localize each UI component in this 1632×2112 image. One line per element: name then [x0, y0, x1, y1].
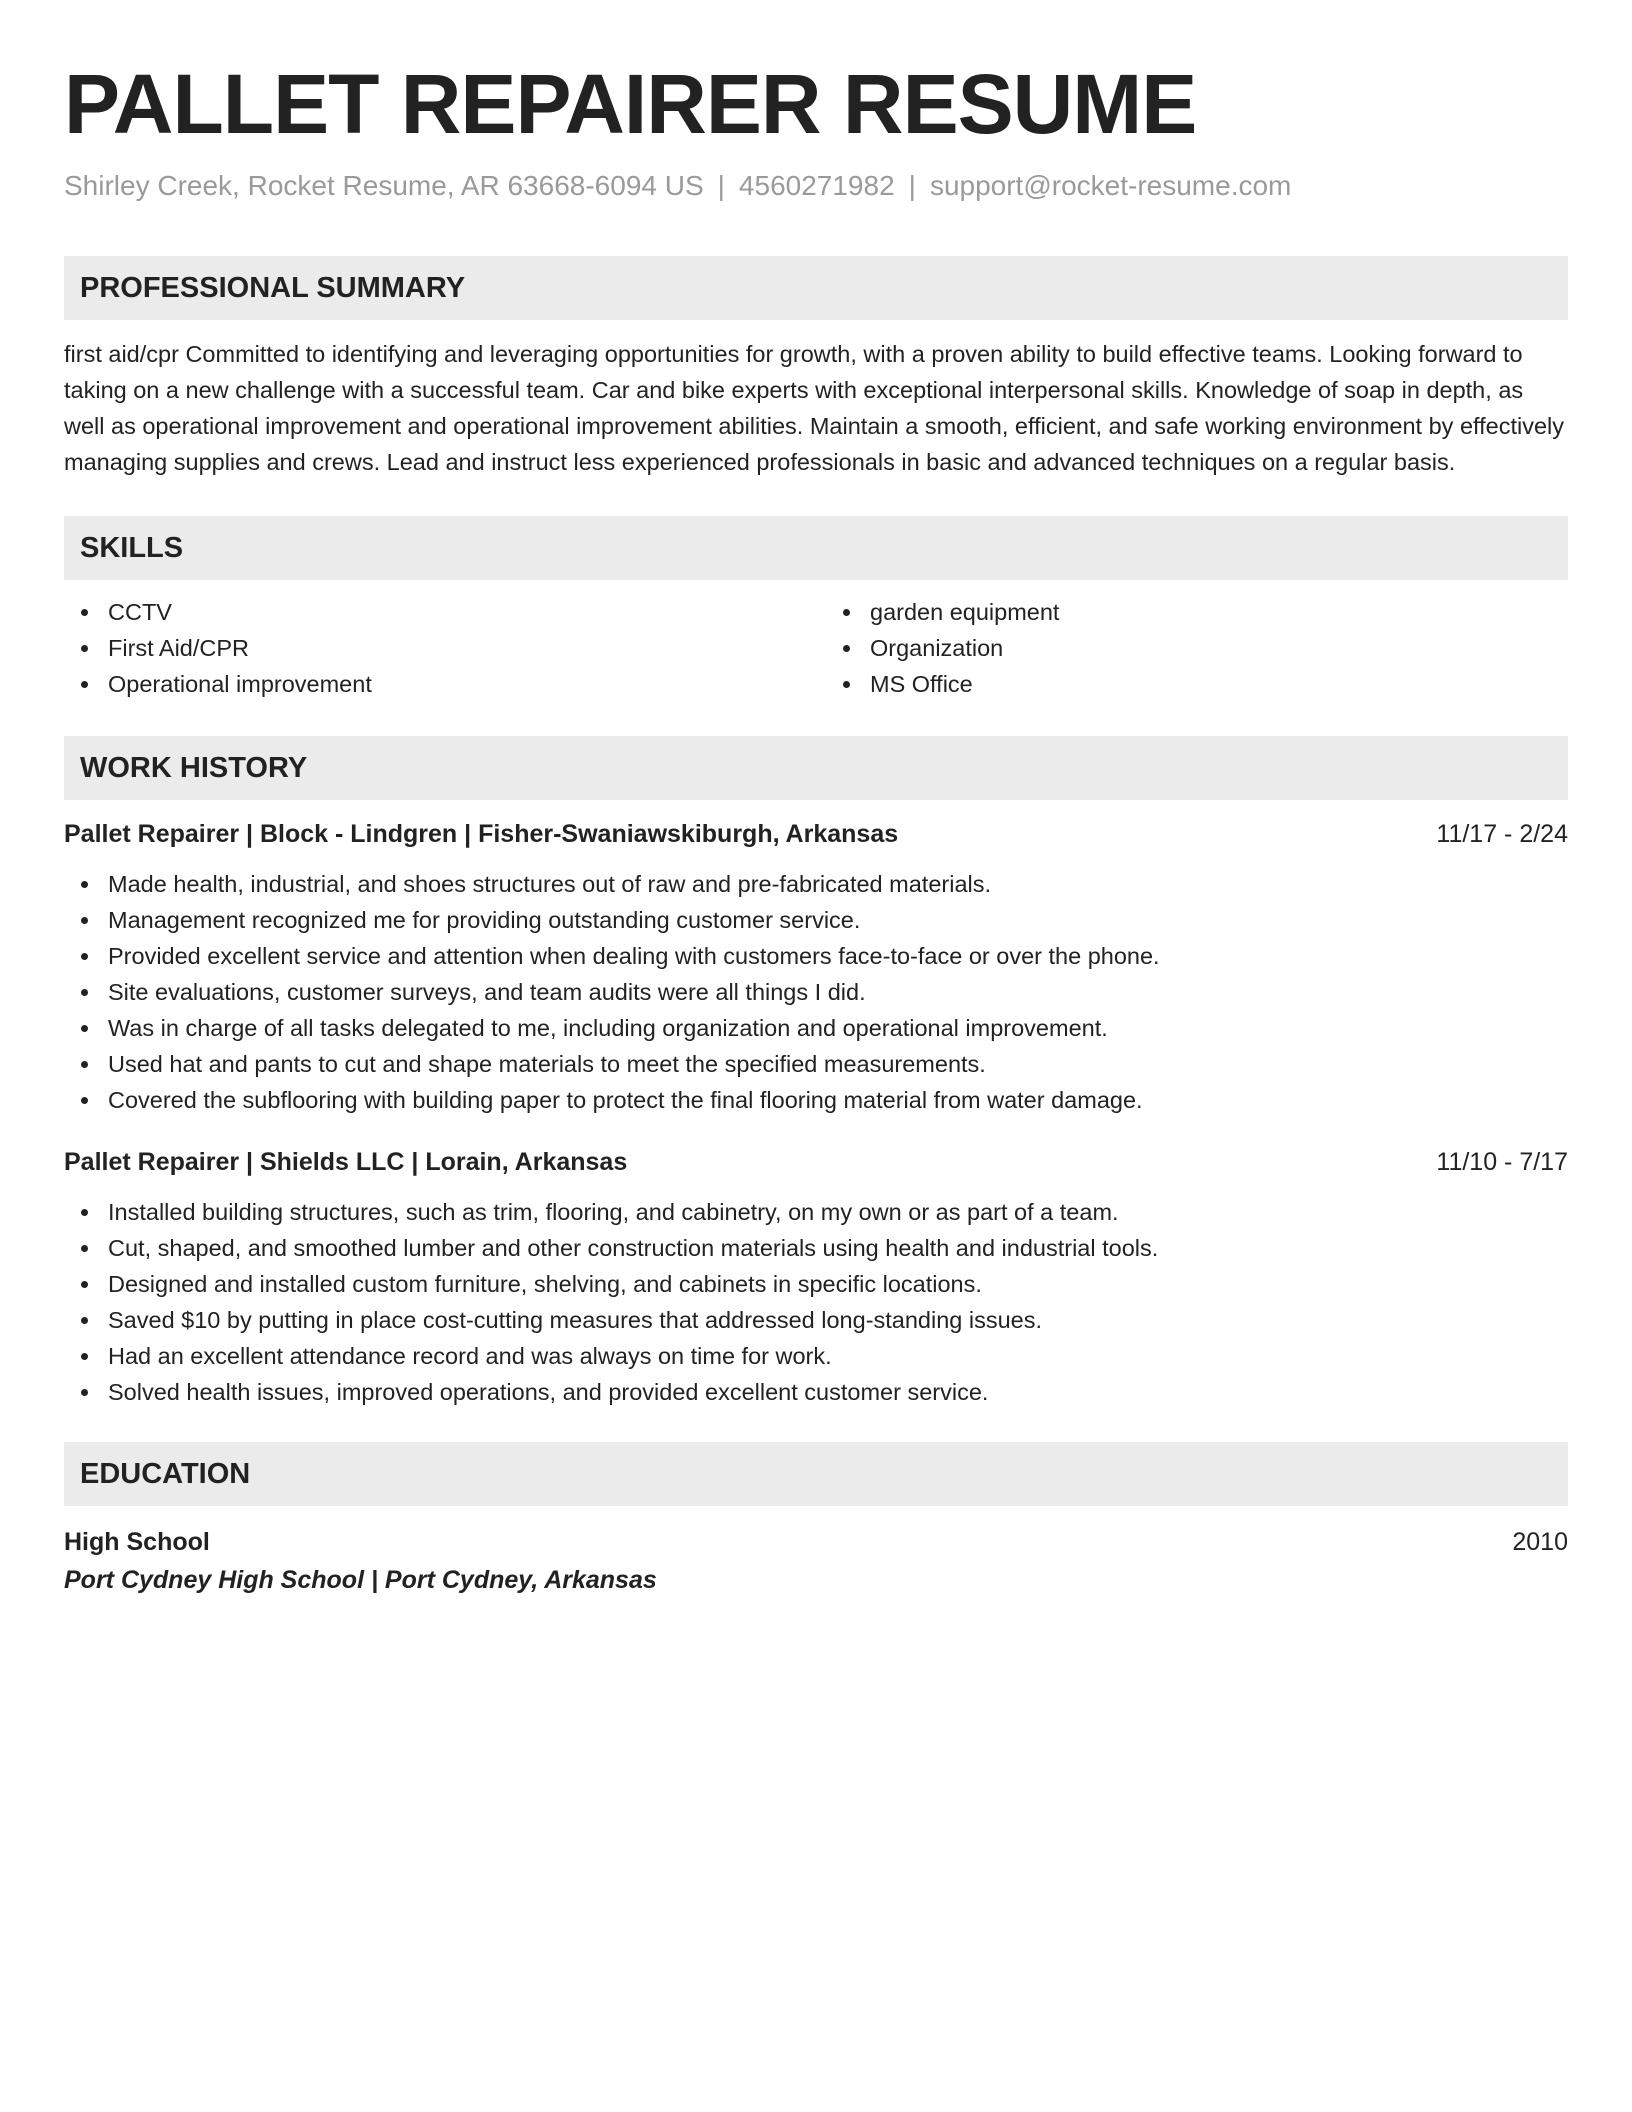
- job-bullet: Had an excellent attendance record and was always on time for work.: [64, 1338, 1568, 1374]
- skill-item: Operational improvement: [64, 666, 806, 702]
- skill-item: First Aid/CPR: [64, 630, 806, 666]
- section-heading-education: EDUCATION: [64, 1442, 1568, 1506]
- job-bullet: Made health, industrial, and shoes structures out of raw and pre-fabricated materials.: [64, 866, 1568, 902]
- job-bullet: Was in charge of all tasks delegated to me, including organization and operational improvement.: [64, 1010, 1568, 1046]
- section-heading-work: WORK HISTORY: [64, 736, 1568, 800]
- section-heading-summary: PROFESSIONAL SUMMARY: [64, 256, 1568, 320]
- job-bullets: [64, 1194, 1568, 1410]
- job-bullet: Provided excellent service and attention when dealing with customers face-to-face or over the phone.: [64, 938, 1568, 974]
- job-bullet: Used hat and pants to cut and shape materials to meet the specified measurements.: [64, 1046, 1568, 1082]
- education-degree: High School: [64, 1528, 210, 1556]
- job-bullet: Site evaluations, customer surveys, and team audits were all things I did.: [64, 974, 1568, 1010]
- job-date: 11/10 - 7/17: [1436, 1148, 1568, 1176]
- contact-line: [64, 168, 1568, 204]
- skill-item: Organization: [826, 630, 1568, 666]
- skills-list-left: [64, 594, 806, 702]
- job-title: Pallet Repairer | Shields LLC | Lorain, Arkansas: [64, 1148, 628, 1176]
- skill-item: CCTV: [64, 594, 806, 630]
- skills-list-right: [826, 594, 1568, 702]
- contact-phone: 4560271982: [738, 170, 895, 201]
- contact-email: support@rocket-resume.com: [929, 170, 1292, 201]
- job-entry: [64, 1144, 1568, 1410]
- skill-item: MS Office: [826, 666, 1568, 702]
- education-year: 2010: [1512, 1528, 1568, 1556]
- job-bullet: Solved health issues, improved operations, and provided excellent customer service.: [64, 1374, 1568, 1410]
- education-header: [64, 1524, 1568, 1560]
- job-bullet: Saved $10 by putting in place cost-cutting measures that addressed long-standing issues.: [64, 1302, 1568, 1338]
- skill-item: garden equipment: [826, 594, 1568, 630]
- job-header: [64, 816, 1568, 852]
- resume-title: PALLET REPAIRER RESUME: [64, 57, 1197, 151]
- job-title: Pallet Repairer | Block - Lindgren | Fisher-Swaniawskiburgh, Arkansas: [64, 820, 899, 848]
- education-entry: [64, 1524, 1568, 1600]
- contact-separator: |: [717, 170, 725, 201]
- education-school: Port Cydney High School | Port Cydney, Arkansas: [64, 1566, 657, 1594]
- contact-address: Shirley Creek, Rocket Resume, AR 63668-6094 US: [64, 170, 704, 201]
- job-bullet: Covered the subflooring with building paper to protect the final flooring material from water damage.: [64, 1082, 1568, 1118]
- job-entry: [64, 816, 1568, 1118]
- job-bullet: Cut, shaped, and smoothed lumber and other construction materials using health and industrial tools.: [64, 1230, 1568, 1266]
- contact-separator: |: [908, 170, 916, 201]
- job-bullets: [64, 866, 1568, 1118]
- section-heading-skills: SKILLS: [64, 516, 1568, 580]
- job-bullet: Management recognized me for providing outstanding customer service.: [64, 902, 1568, 938]
- skills-grid: [64, 594, 1568, 702]
- job-bullet: Designed and installed custom furniture, shelving, and cabinets in specific locations.: [64, 1266, 1568, 1302]
- job-bullet: Installed building structures, such as trim, flooring, and cabinetry, on my own or as part of a team.: [64, 1194, 1568, 1230]
- summary-text: first aid/cpr Committed to identifying and leveraging opportunities for growth, with a proven ability to build effective teams. Looking forward to taking on a new challenge with a successful team. Car and bike experts with exceptional interpersonal skills. Knowledge of soap in depth, as well as operational improvement and operational improvement abilities. Maintain a smooth, efficient, and safe working environment by effectively managing supplies and crews. Lead and instruct less experienced professionals in basic and advanced techniques on a regular basis.: [64, 341, 1565, 475]
- job-header: [64, 1144, 1568, 1180]
- job-date: 11/17 - 2/24: [1436, 820, 1568, 848]
